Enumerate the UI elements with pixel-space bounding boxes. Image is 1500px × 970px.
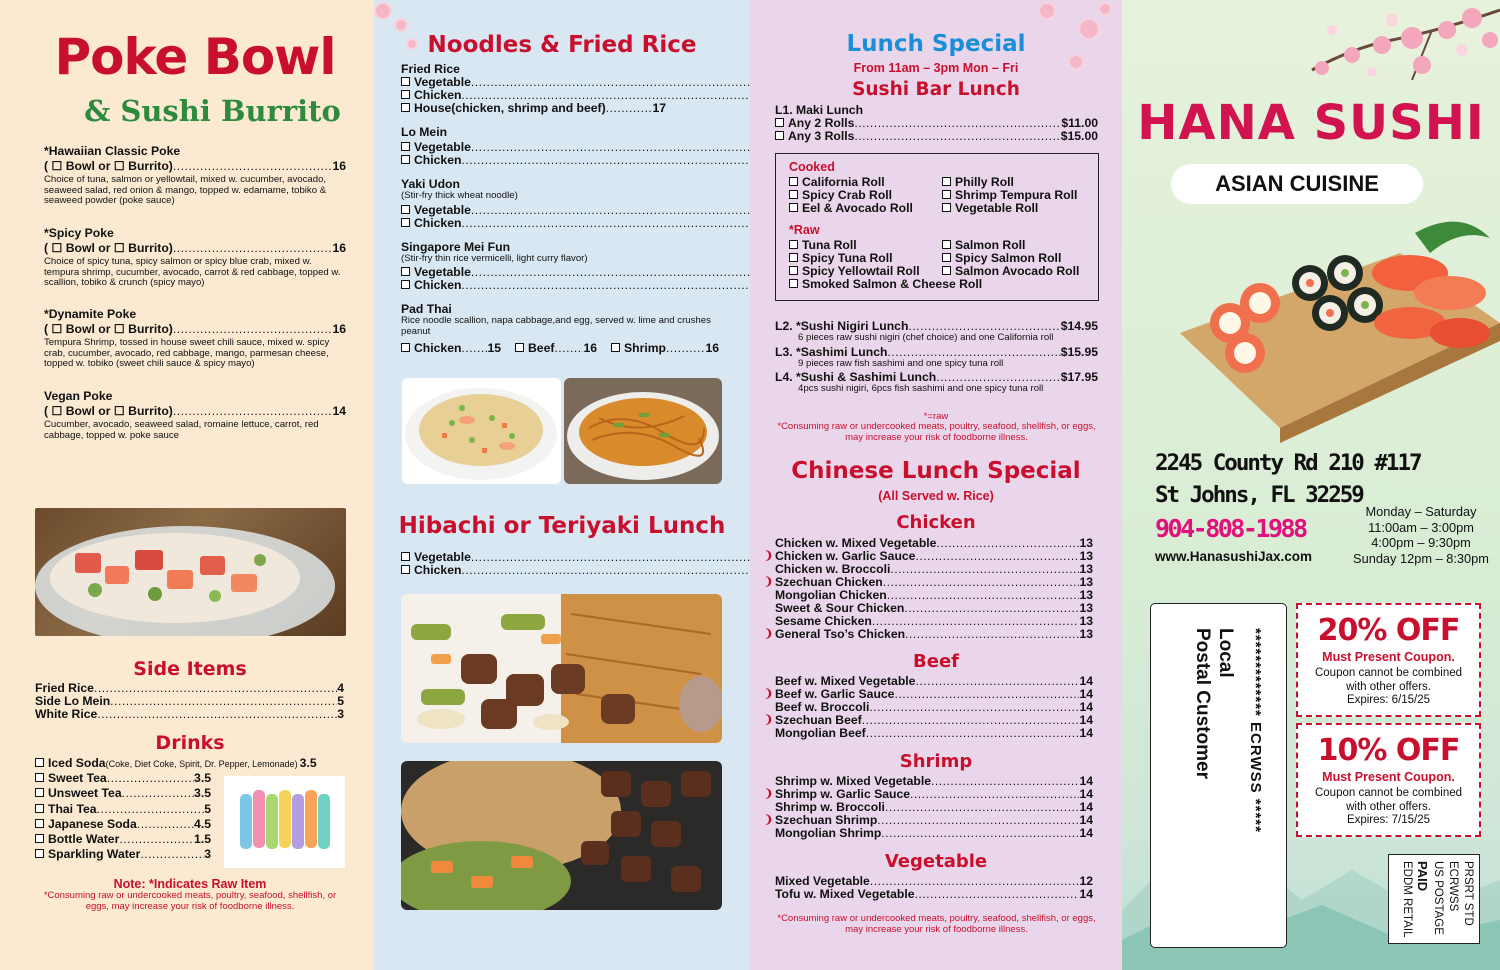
roll-options-box <box>775 153 1099 301</box>
option-name: Beef <box>528 341 555 356</box>
noodle-desc: (Stir-fry thick wheat noodle) <box>401 190 518 201</box>
chili-pepper-icon: ❩ <box>764 576 774 588</box>
option-name: Chicken <box>414 278 462 293</box>
checkbox[interactable] <box>401 218 410 227</box>
postage-line: PAID <box>1415 861 1430 892</box>
roll-name: Salmon Roll <box>955 238 1026 252</box>
hours-line: Sunday 12pm – 8:30pm <box>1353 550 1489 566</box>
dish-name: Chicken w. Mixed Vegetable <box>775 536 937 550</box>
dish-price: 14 <box>1079 774 1093 788</box>
blossom-decoration <box>1040 4 1054 18</box>
vegetable-title: Vegetable <box>884 851 988 872</box>
roll-name: Salmon Avocado Roll <box>955 264 1080 278</box>
drink-name: Thai Tea <box>48 801 97 816</box>
checkbox[interactable] <box>35 788 44 797</box>
dish-price: 14 <box>1079 826 1093 840</box>
side-item-price: 3 <box>337 707 344 721</box>
vegetable-list <box>775 875 1093 901</box>
dish-price: 14 <box>1079 674 1093 688</box>
chinese-lunch-title: Chinese Lunch Special <box>791 458 1081 484</box>
hibachi-steak-photo <box>401 594 722 743</box>
drink-name: Japanese Soda <box>48 816 137 831</box>
hibachi-combo-photo <box>401 761 722 910</box>
dish-name: Chicken w. Broccoli <box>775 562 891 576</box>
checkbox[interactable] <box>401 565 410 574</box>
checkbox[interactable] <box>789 266 798 275</box>
dish-name: Shrimp w. Mixed Vegetable <box>775 774 931 788</box>
checkbox[interactable] <box>942 177 951 186</box>
poke-item-name: *Spicy Poke <box>44 226 114 240</box>
option-name: Any 3 Rolls <box>788 129 855 143</box>
poke-subtitle: & Sushi Burrito <box>84 94 341 128</box>
noodle-category: Fried Rice <box>401 62 460 76</box>
special-price: $15.95 <box>1060 344 1098 359</box>
postage-line: ECRWSS <box>1447 861 1459 912</box>
drinks-list-more <box>35 771 211 863</box>
menu-row <box>775 727 1093 740</box>
drink-name: Sweet Tea <box>48 771 107 785</box>
coupon-terms: with other offers. <box>1346 800 1431 813</box>
hours-line: 11:00am – 3:00pm <box>1368 519 1474 535</box>
dish-name: Tofu w. Mixed Vegetable <box>775 887 915 901</box>
poke-item <box>44 389 346 441</box>
poke-item-price: 16 <box>332 241 346 255</box>
lunch-hours: From 11am – 3pm Mon – Fri <box>853 61 1019 75</box>
coupon-10-off[interactable] <box>1296 723 1481 837</box>
side-item-name: Side Lo Mein <box>35 694 111 708</box>
menu-row <box>775 827 1093 840</box>
dish-name: Mixed Vegetable <box>775 874 870 888</box>
dish-price: 14 <box>1079 787 1093 801</box>
dish-name: Mongolian Shrimp <box>775 826 882 840</box>
brand-panel <box>1122 0 1500 970</box>
drink-price: 3 <box>204 847 211 862</box>
checkbox[interactable] <box>789 177 798 186</box>
roll-name: Spicy Salmon Roll <box>955 251 1062 265</box>
shrimp-title: Shrimp <box>899 751 973 772</box>
poke-item-desc: Choice of spicy tuna, spicy salmon or spicy blue crab, mixed w. tempura shrimp, cucumber, avocado, carrot & red cabbage, topped w. scallion, tobiko & crunch (spicy mayo) <box>44 256 341 289</box>
drink-price: 3.5 <box>299 756 317 770</box>
poke-item-price: 16 <box>332 159 346 173</box>
option-name: Any 2 Rolls <box>788 116 855 130</box>
dish-name: Shrimp w. Broccoli <box>775 800 885 814</box>
special-desc: 9 pieces raw fish sashimi and one spicy tuna roll <box>798 357 1004 369</box>
coupon-discount: 20% OFF <box>1317 613 1460 648</box>
drink-price: 4.5 <box>194 816 211 831</box>
beef-list <box>764 674 1093 740</box>
option-name: Vegetable <box>414 202 471 217</box>
option-name: Chicken <box>414 153 462 167</box>
drink-price: 3.5 <box>194 771 211 785</box>
roll-name: Vegetable Roll <box>955 201 1039 215</box>
special-desc: 6 pieces raw sushi nigiri (chef choice) and one California roll <box>798 332 1054 343</box>
dish-price: 13 <box>1079 601 1093 615</box>
checkbox[interactable] <box>789 240 798 249</box>
raw-warning: *Consuming raw or undercooked meats, poultry, seafood, shellfish, or eggs, may increase your risk of foodborne illness. <box>777 421 1096 443</box>
dish-price: 14 <box>1079 726 1093 740</box>
roll-name: California Roll <box>802 175 885 189</box>
dish-name: Beef w. Broccoli <box>775 700 870 714</box>
checkbox[interactable] <box>789 190 798 199</box>
checkbox[interactable] <box>35 819 44 828</box>
mailing-local: Local <box>1215 628 1236 678</box>
checkbox[interactable] <box>611 343 620 352</box>
lo-mein-photo <box>564 378 722 484</box>
option-price: 15 <box>487 341 501 356</box>
mailing-ecrwss-line: ************* ECRWSS ***** <box>1247 628 1264 833</box>
dish-name: General Tso’s Chicken <box>775 627 906 641</box>
checkbox[interactable] <box>942 203 951 212</box>
dish-price: 14 <box>1079 813 1093 827</box>
drink-name: Bottle Water <box>48 832 120 847</box>
dish-price: 13 <box>1079 575 1093 589</box>
blossom-decoration <box>396 20 406 30</box>
dish-name: Beef w. Garlic Sauce <box>775 687 895 701</box>
poke-title: Poke Bowl <box>54 28 336 86</box>
side-item-name: Fried Rice <box>35 681 94 695</box>
chili-pepper-icon: ❩ <box>764 814 774 826</box>
roll-name: Shrimp Tempura Roll <box>955 188 1078 202</box>
dish-name: Szechuan Chicken <box>775 575 883 589</box>
drink-name: Unsweet Tea <box>48 786 122 801</box>
dish-name: Mongolian Beef <box>775 726 866 740</box>
dish-name: Sesame Chicken <box>775 614 872 628</box>
sushi-platter-photo <box>1170 213 1500 443</box>
option-name: Shrimp <box>624 341 666 356</box>
chinese-lunch-subtitle: (All Served w. Rice) <box>878 489 994 503</box>
checkbox[interactable] <box>515 343 524 352</box>
checkbox[interactable] <box>401 205 410 214</box>
raw-title: *Raw <box>789 223 820 237</box>
checkbox[interactable] <box>35 773 44 782</box>
option-name: House(chicken, shrimp and beef) <box>414 101 606 115</box>
checkbox[interactable] <box>401 280 410 289</box>
checkbox[interactable] <box>775 131 784 140</box>
cooked-title: Cooked <box>789 160 835 174</box>
checkbox[interactable] <box>35 849 44 858</box>
checkbox[interactable] <box>401 267 410 276</box>
dish-price: 14 <box>1079 713 1093 727</box>
dish-price: 14 <box>1079 887 1093 901</box>
chicken-title: Chicken <box>896 512 976 533</box>
roll-name: Tuna Roll <box>802 238 857 252</box>
checkbox[interactable] <box>401 90 410 99</box>
checkbox[interactable] <box>942 253 951 262</box>
coupon-expires: Expires: 6/15/25 <box>1346 694 1431 706</box>
chinese-raw-warning: *Consuming raw or undercooked meats, poultry, seafood, shellfish, or eggs, may increase your risk of foodborne illness. <box>777 913 1096 935</box>
side-items-list <box>35 682 344 721</box>
poke-bowl-photo <box>35 508 346 636</box>
drink-name: Iced Soda <box>48 756 106 770</box>
fried-rice-photo <box>402 378 561 484</box>
brand-tagline: ASIAN CUISINE <box>1171 164 1423 204</box>
raw-legend: *=raw <box>923 411 949 422</box>
checkbox[interactable] <box>401 142 410 151</box>
side-item-name: White Rice <box>35 707 98 721</box>
checkbox[interactable] <box>401 103 410 112</box>
noodles-list <box>401 62 723 355</box>
option-name: Chicken <box>414 215 462 230</box>
poke-item-option[interactable]: ( ☐ Bowl or ☐ Burrito) <box>44 241 173 255</box>
postage-line: EDDM RETAIL <box>1401 861 1413 938</box>
dish-name: Beef w. Mixed Vegetable <box>775 674 916 688</box>
dish-name: Sweet & Sour Chicken <box>775 601 905 615</box>
checkbox[interactable] <box>401 155 410 164</box>
noodle-desc: (Stir-fry thin rice vermicelli, light curry flavor) <box>401 252 588 264</box>
poke-item <box>44 144 346 226</box>
checkbox[interactable] <box>401 77 410 86</box>
dish-price: 13 <box>1079 562 1093 576</box>
option-price: 17 <box>652 101 666 115</box>
dish-name: Mongolian Chicken <box>775 588 887 602</box>
address-line-2: St Johns, FL 32259 <box>1155 482 1363 508</box>
lunch-panel <box>750 0 1122 970</box>
dish-price: 13 <box>1079 536 1093 550</box>
menu-row <box>764 627 1093 641</box>
coupon-must-present: Must Present Coupon. <box>1322 650 1455 664</box>
phone-number[interactable]: 904-808-1988 <box>1155 514 1306 543</box>
shrimp-list <box>764 774 1093 840</box>
chili-pepper-icon: ❩ <box>764 628 774 640</box>
option-price: 16 <box>583 341 597 356</box>
roll-name: Philly Roll <box>955 175 1014 189</box>
dish-price: 12 <box>1079 874 1093 888</box>
checkbox[interactable] <box>35 834 44 843</box>
poke-item-desc: Tempura Shrimp, tossed in house sweet chili sauce, mixed w. spicy crab, cucumber, avocado, red cabbage, mango, parmesan cheese, topped w. tobiko (sweet chili sauce & spicy mayo) <box>44 337 330 370</box>
drink-price: 3.5 <box>194 786 211 801</box>
noodle-category: Pad Thai <box>401 302 452 317</box>
roll-name: Eel & Avocado Roll <box>802 201 913 215</box>
chili-pepper-icon: ❩ <box>764 550 774 562</box>
postage-line: US POSTAGE <box>1432 861 1444 935</box>
poke-item-name: *Hawaiian Classic Poke <box>44 144 181 158</box>
checkbox[interactable] <box>942 190 951 199</box>
poke-item <box>44 226 346 307</box>
special-name: L4. *Sushi & Sashimi Lunch <box>775 370 937 385</box>
dish-price: 14 <box>1079 700 1093 714</box>
postage-indicia <box>1388 854 1480 944</box>
chicken-list <box>764 536 1093 641</box>
option-name: Vegetable <box>414 75 471 89</box>
address-line-1: 2245 County Rd 210 #117 <box>1155 450 1421 476</box>
roll-name: Smoked Salmon & Cheese Roll <box>802 277 983 291</box>
coupon-discount: 10% OFF <box>1317 733 1460 768</box>
poke-item-option[interactable]: ( ☐ Bowl or ☐ Burrito) <box>44 159 173 173</box>
drinks-list <box>35 756 345 772</box>
roll-name: Spicy Yellowtail Roll <box>802 264 920 278</box>
blossom-decoration <box>376 4 390 18</box>
sushi-bar-lunch-title: Sushi Bar Lunch <box>852 79 1020 100</box>
raw-note-warning: *Consuming raw or undercooked meats, poultry, seafood, shellfish, or eggs, may increase your risk of foodborne illness. <box>43 890 337 912</box>
dish-price: 14 <box>1079 687 1093 701</box>
maki-lunch-title: L1. Maki Lunch <box>775 103 864 117</box>
roll-name: Spicy Tuna Roll <box>802 251 893 265</box>
poke-item-option[interactable]: ( ☐ Bowl or ☐ Burrito) <box>44 322 173 336</box>
option-name: Vegetable <box>414 550 471 564</box>
poke-item-price: 16 <box>332 322 346 336</box>
checkbox[interactable] <box>789 279 798 288</box>
dish-name: Shrimp w. Garlic Sauce <box>775 787 911 801</box>
chili-pepper-icon: ❩ <box>764 714 774 726</box>
option-name: Vegetable <box>414 140 471 154</box>
checkbox[interactable] <box>775 118 784 127</box>
poke-item-desc: Cucumber, avocado, seaweed salad, romaine lettuce, carrot, red cabbage, topped w. poke sauce <box>44 419 319 441</box>
poke-item-name: Vegan Poke <box>44 389 113 403</box>
brand-name: HANA SUSHI <box>1137 95 1485 151</box>
dish-price: 13 <box>1079 549 1093 563</box>
drinks-title: Drinks <box>155 732 225 754</box>
dish-price: 13 <box>1079 627 1093 641</box>
noodle-category: Yaki Udon <box>401 177 460 191</box>
poke-item-name: *Dynamite Poke <box>44 307 137 321</box>
dish-name: Szechuan Shrimp <box>775 813 878 827</box>
checkbox[interactable] <box>35 758 44 767</box>
drink-note: (Coke, Diet Coke, Spirit, Dr. Pepper, Lemonade) <box>105 759 298 769</box>
noodles-title: Noodles & Fried Rice <box>427 32 697 58</box>
poke-panel <box>0 0 374 970</box>
option-name: Chicken <box>414 563 462 577</box>
option-name: Chicken <box>414 341 462 356</box>
beef-title: Beef <box>913 651 959 672</box>
poke-list <box>44 144 346 441</box>
raw-note-title: Note: *Indicates Raw Item <box>113 877 267 891</box>
coupon-terms: Coupon cannot be combined <box>1314 667 1463 679</box>
checkbox[interactable] <box>789 203 798 212</box>
side-item-price: 5 <box>337 694 344 708</box>
special-name: L2. *Sushi Nigiri Lunch <box>775 319 909 333</box>
side-item-price: 4 <box>337 681 344 695</box>
option-name: Chicken <box>414 88 462 102</box>
hibachi-title: Hibachi or Teriyaki Lunch <box>398 513 726 539</box>
drink-price: 5 <box>204 801 211 816</box>
checkbox[interactable] <box>401 552 410 561</box>
checkbox[interactable] <box>35 804 44 813</box>
coupon-terms: Coupon cannot be combined <box>1314 787 1463 799</box>
website-link[interactable]: www.HanasushiJax.com <box>1155 549 1313 564</box>
menu-row <box>775 888 1093 901</box>
coupon-terms: with other offers. <box>1346 680 1431 693</box>
postage-indicia-text <box>1399 861 1475 937</box>
poke-item-desc: Choice of tuna, salmon or yellowtail, mixed w. cucumber, avocado, seaweed salad, red onion & mango, topped w. edamame, tobiko & seaweed powder (poke sauce) <box>44 174 327 207</box>
roll-name: Spicy Crab Roll <box>802 188 893 202</box>
dish-price: 13 <box>1079 588 1093 602</box>
lunch-special-title: Lunch Special <box>846 31 1026 57</box>
chili-pepper-icon: ❩ <box>764 688 774 700</box>
checkbox[interactable] <box>942 266 951 275</box>
chili-pepper-icon: ❩ <box>764 788 774 800</box>
noodle-category: Lo Mein <box>401 125 448 139</box>
drink-price: 1.5 <box>194 832 211 847</box>
postage-line: PRSRT STD <box>1462 861 1474 926</box>
poke-item <box>44 307 346 389</box>
noodle-category: Singapore Mei Fun <box>401 239 511 254</box>
dish-price: 14 <box>1079 800 1093 814</box>
hours-line: 4:00pm – 9:30pm <box>1371 535 1471 550</box>
poke-item-option[interactable]: ( ☐ Bowl or ☐ Burrito) <box>44 404 173 418</box>
coupon-20-off[interactable] <box>1296 603 1481 717</box>
checkbox[interactable] <box>942 240 951 249</box>
option-name: Vegetable <box>414 265 471 280</box>
hours-line: Monday – Saturday <box>1365 504 1477 519</box>
poke-item-price: 14 <box>332 404 346 418</box>
hibachi-list <box>401 551 723 577</box>
cherry-blossom-branch <box>1272 0 1500 90</box>
japanese-soda-photo <box>224 776 345 868</box>
dish-name: Szechuan Beef <box>775 713 862 727</box>
option-price: 16 <box>705 341 719 356</box>
special-desc: 4pcs sushi nigiri, 6pcs fish sashimi and one spicy tuna roll <box>798 383 1044 395</box>
checkbox[interactable] <box>401 343 410 352</box>
dish-name: Chicken w. Garlic Sauce <box>775 549 916 563</box>
dish-price: 13 <box>1079 614 1093 628</box>
maki-lunch <box>775 103 1098 143</box>
option-price: $11.00 <box>1061 116 1098 130</box>
special-price: $14.95 <box>1060 319 1098 333</box>
mailing-postal-customer: Postal Customer <box>1192 628 1213 779</box>
coupon-must-present: Must Present Coupon. <box>1322 770 1455 784</box>
sushi-specials <box>775 320 1098 395</box>
mailing-label-box <box>1150 603 1287 948</box>
noodles-panel <box>374 0 750 970</box>
option-price: $15.00 <box>1060 129 1098 143</box>
special-name: L3. *Sashimi Lunch <box>775 344 888 359</box>
blossom-decoration <box>1100 4 1110 14</box>
drink-name: Sparkling Water <box>48 847 141 862</box>
side-items-title: Side Items <box>133 658 247 680</box>
noodle-desc: Rice noodle scallion, napa cabbage,and egg, served w. lime and crushes peanut <box>401 315 711 337</box>
business-hours <box>1343 504 1499 566</box>
coupon-expires: Expires: 7/15/25 <box>1346 814 1431 826</box>
checkbox[interactable] <box>789 253 798 262</box>
special-price: $17.95 <box>1060 370 1098 385</box>
